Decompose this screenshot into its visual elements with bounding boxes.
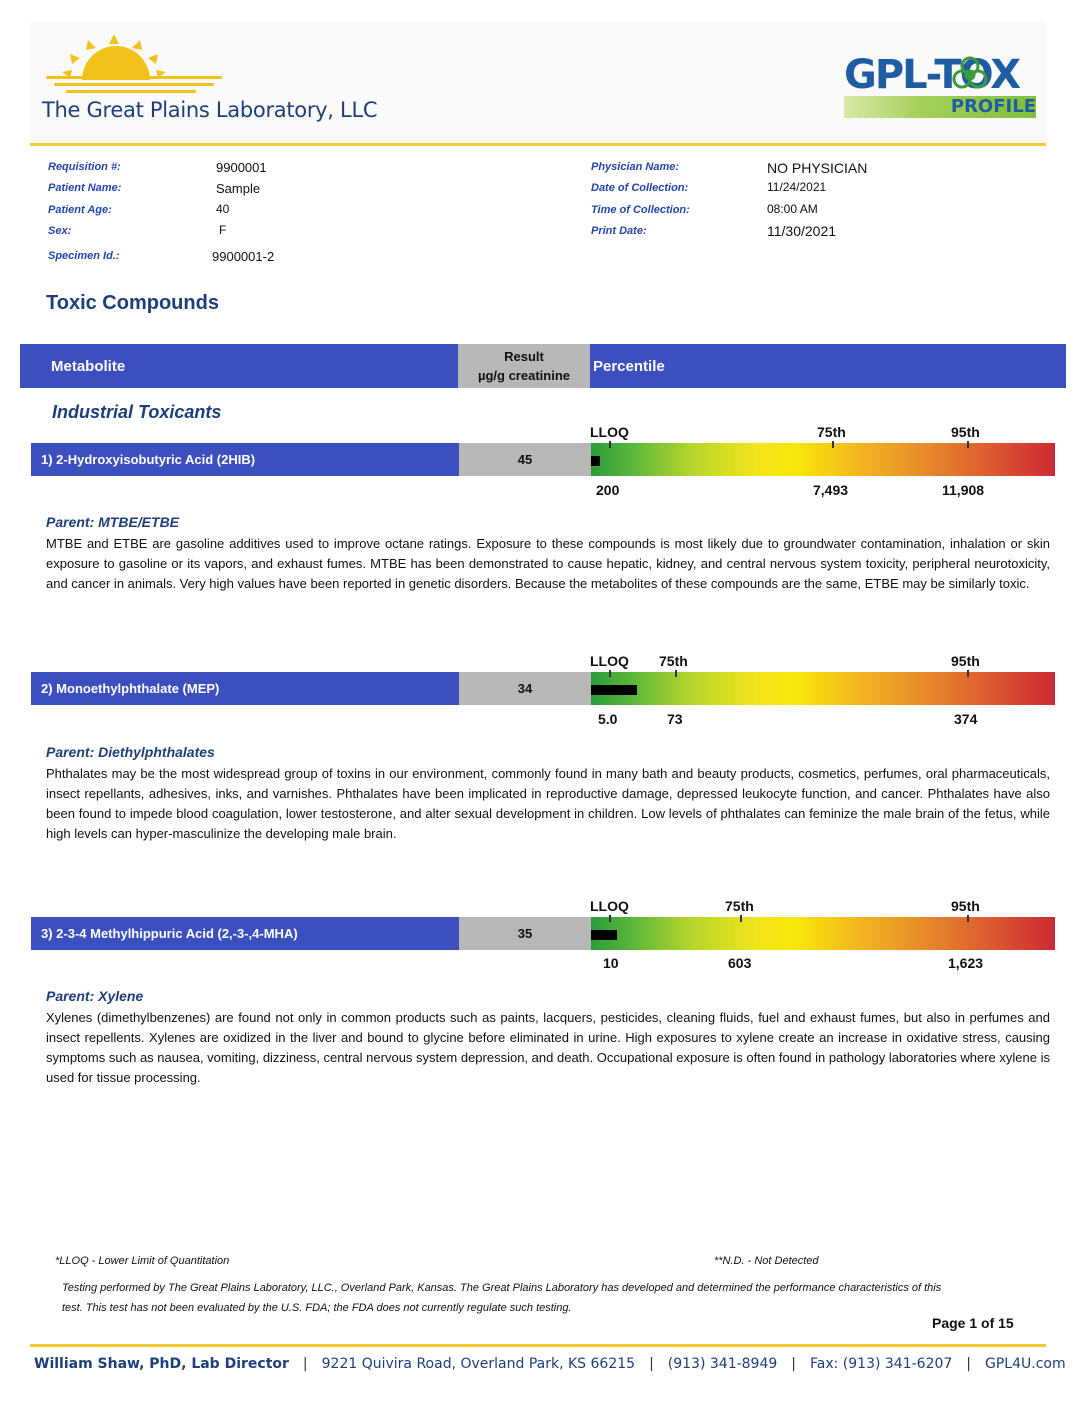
separator: |	[649, 1356, 654, 1372]
lloq-footnote: *LLOQ - Lower Limit of Quantitation	[55, 1255, 230, 1267]
patient-name-value: Sample	[216, 181, 261, 196]
percentile-scale	[591, 672, 1055, 705]
result-header-line2: µg/g creatinine	[477, 368, 570, 383]
print-date-label: Print Date:	[591, 225, 647, 237]
section-title: Toxic Compounds	[46, 292, 219, 314]
collection-time-value: 08:00 AM	[767, 202, 818, 216]
lloq-label: LLOQ	[590, 898, 629, 914]
physician-label: Physician Name:	[591, 161, 680, 173]
p75-tick	[675, 670, 677, 677]
description: MTBE and ETBE are gasoline additives used to improve octane ratings. Exposure to these compounds is most likely due to groundwater contamination, inhalation or skin exposure to gasoline or its vapors, and exhaust fumes. MTBE has been demonstrated to cause hepatic, kidney, and central nervous system toxicity, peripheral neurotoxicity, and cancer in animals. Very high values have been reported in genetic disorders. Because the metabolites of these compounds are the same, ETBE may be similarly toxic.	[46, 536, 1050, 591]
lloq-tick	[609, 915, 611, 922]
p95-value: 374	[954, 711, 978, 727]
lloq-value: 200	[596, 482, 620, 498]
lab-website[interactable]: GPL4U.com	[985, 1356, 1066, 1372]
gpl-tox-logo	[842, 52, 1042, 122]
result-header-line1: Result	[504, 349, 544, 364]
result-marker	[591, 456, 600, 466]
patient-name-label: Patient Name:	[48, 182, 122, 194]
result-marker	[591, 685, 637, 695]
description: Phthalates may be the most widespread group of toxins in our environment, commonly found in many bath and beauty products, cosmetics, perfumes, oral pharmaceuticals, insect repellants, adhesives, inks, and varnishes. Phthalates have been implicated in reproductive damage, depressed leukocyte function, and cancer. Phthalates have also been found to impede blood coagulation, lower testosterone, and alter sexual development in children. Low levels of phthalates can feminize the male brain of the fetus, while high levels can hyper-masculinize the developing male brain.	[46, 766, 1050, 841]
metabolite-name: 3) 2-3-4 Methylhippuric Acid (2,-3-,4-MHA)	[31, 917, 459, 950]
p75-tick	[740, 915, 742, 922]
table-row	[31, 443, 1055, 476]
lloq-tick	[609, 441, 611, 448]
category-heading: Industrial Toxicants	[52, 402, 222, 422]
p75-label: 75th	[659, 653, 688, 669]
page-number: Page 1 of 15	[932, 1315, 1014, 1331]
lab-phone: (913) 341-8949	[667, 1356, 778, 1372]
parent-compound: Parent: MTBE/ETBE	[46, 514, 180, 530]
p75-value: 73	[667, 711, 683, 727]
separator: |	[302, 1356, 308, 1372]
lab-fax: Fax: (913) 341-6207	[810, 1356, 953, 1372]
lloq-label: LLOQ	[590, 653, 629, 669]
metabolite-name: 2) Monoethylphthalate (MEP)	[31, 672, 459, 705]
table-row	[31, 917, 1055, 950]
specimen-value: 9900001-2	[212, 249, 275, 264]
patient-age-label: Patient Age:	[48, 204, 112, 216]
p75-value: 603	[728, 955, 752, 971]
result-column-header	[458, 344, 590, 388]
patient-age-value: 40	[216, 202, 230, 216]
lloq-label: LLOQ	[590, 424, 629, 440]
p75-tick	[832, 441, 834, 448]
lab-name: The Great Plains Laboratory, LLC	[42, 98, 378, 122]
collection-date-value: 11/24/2021	[767, 180, 827, 194]
physician-value: NO PHYSICIAN	[767, 160, 868, 176]
parent-compound: Parent: Diethylphthalates	[46, 744, 215, 760]
percentile-scale	[591, 443, 1055, 476]
result-value: 35	[459, 917, 591, 950]
description: Xylenes (dimethylbenzenes) are found not only in common products such as paints, lacquers, pesticides, cleaning fluids, fuel and exhaust fumes, but also in perfumes and insect repellents. Xylenes are oxidized in the liver and bound to glycine before eliminated in urine. High exposures to xylene create an increase in oxidative stress, causing symptoms such as nausea, vomiting, dizziness, central nervous system depression, and death. Occupational exposure is often found in pathology laboratories where xylene is used for tissue processing.	[46, 1010, 1050, 1085]
table-row	[31, 672, 1055, 705]
specimen-label: Specimen Id.:	[48, 250, 120, 262]
collection-date-label: Date of Collection:	[591, 182, 689, 194]
p95-value: 11,908	[942, 482, 985, 498]
p75-label: 75th	[817, 424, 846, 440]
logo-subtitle: PROFILE	[950, 96, 1036, 117]
lab-address: 9221 Quivira Road, Overland Park, KS 66215	[321, 1356, 636, 1372]
lab-director: William Shaw, PhD, Lab Director	[34, 1356, 289, 1372]
nd-footnote: **N.D. - Not Detected	[714, 1255, 819, 1267]
requisition-label: Requisition #:	[48, 161, 121, 173]
lloq-tick	[609, 670, 611, 677]
percentile-column-header: Percentile	[593, 358, 665, 375]
collection-time-label: Time of Collection:	[591, 204, 690, 216]
p95-tick	[967, 915, 969, 922]
p75-value: 7,493	[813, 482, 849, 498]
footer-rule	[30, 1344, 1046, 1347]
percentile-scale	[591, 917, 1055, 950]
disclaimer: Testing performed by The Great Plains Laboratory, LLC., Overland Park, Kansas. The Great Plains Laboratory has developed and determined the performance characteristics of this test. This test has not been evaluated by the U.S. FDA; the FDA does not currently regulate such testing.	[62, 1282, 942, 1314]
metabolite-name: 1) 2-Hydroxyisobutyric Acid (2HIB)	[31, 443, 459, 476]
result-value: 45	[459, 443, 591, 476]
result-marker	[591, 930, 617, 940]
lloq-value: 5.0	[598, 711, 618, 727]
footer-contact-bar	[34, 1356, 1066, 1372]
p95-value: 1,623	[948, 955, 984, 971]
parent-compound: Parent: Xylene	[46, 988, 144, 1004]
metabolite-column-header: Metabolite	[51, 358, 126, 375]
p95-label: 95th	[951, 898, 980, 914]
table-header	[20, 344, 1066, 388]
p95-tick	[967, 670, 969, 677]
biohazard-icon	[950, 54, 990, 94]
lloq-value: 10	[603, 955, 619, 971]
p95-label: 95th	[951, 424, 980, 440]
p95-tick	[967, 441, 969, 448]
result-value: 34	[459, 672, 591, 705]
report-header	[30, 22, 1046, 146]
requisition-value: 9900001	[216, 160, 267, 175]
p75-label: 75th	[725, 898, 754, 914]
separator: |	[791, 1356, 796, 1372]
sex-value: F	[219, 223, 227, 237]
p95-label: 95th	[951, 653, 980, 669]
logo-title: GPL-TOX	[844, 52, 1020, 98]
sun-logo-icon	[42, 32, 232, 98]
sex-label: Sex:	[48, 225, 72, 237]
separator: |	[966, 1356, 972, 1372]
print-date-value: 11/30/2021	[767, 223, 837, 239]
